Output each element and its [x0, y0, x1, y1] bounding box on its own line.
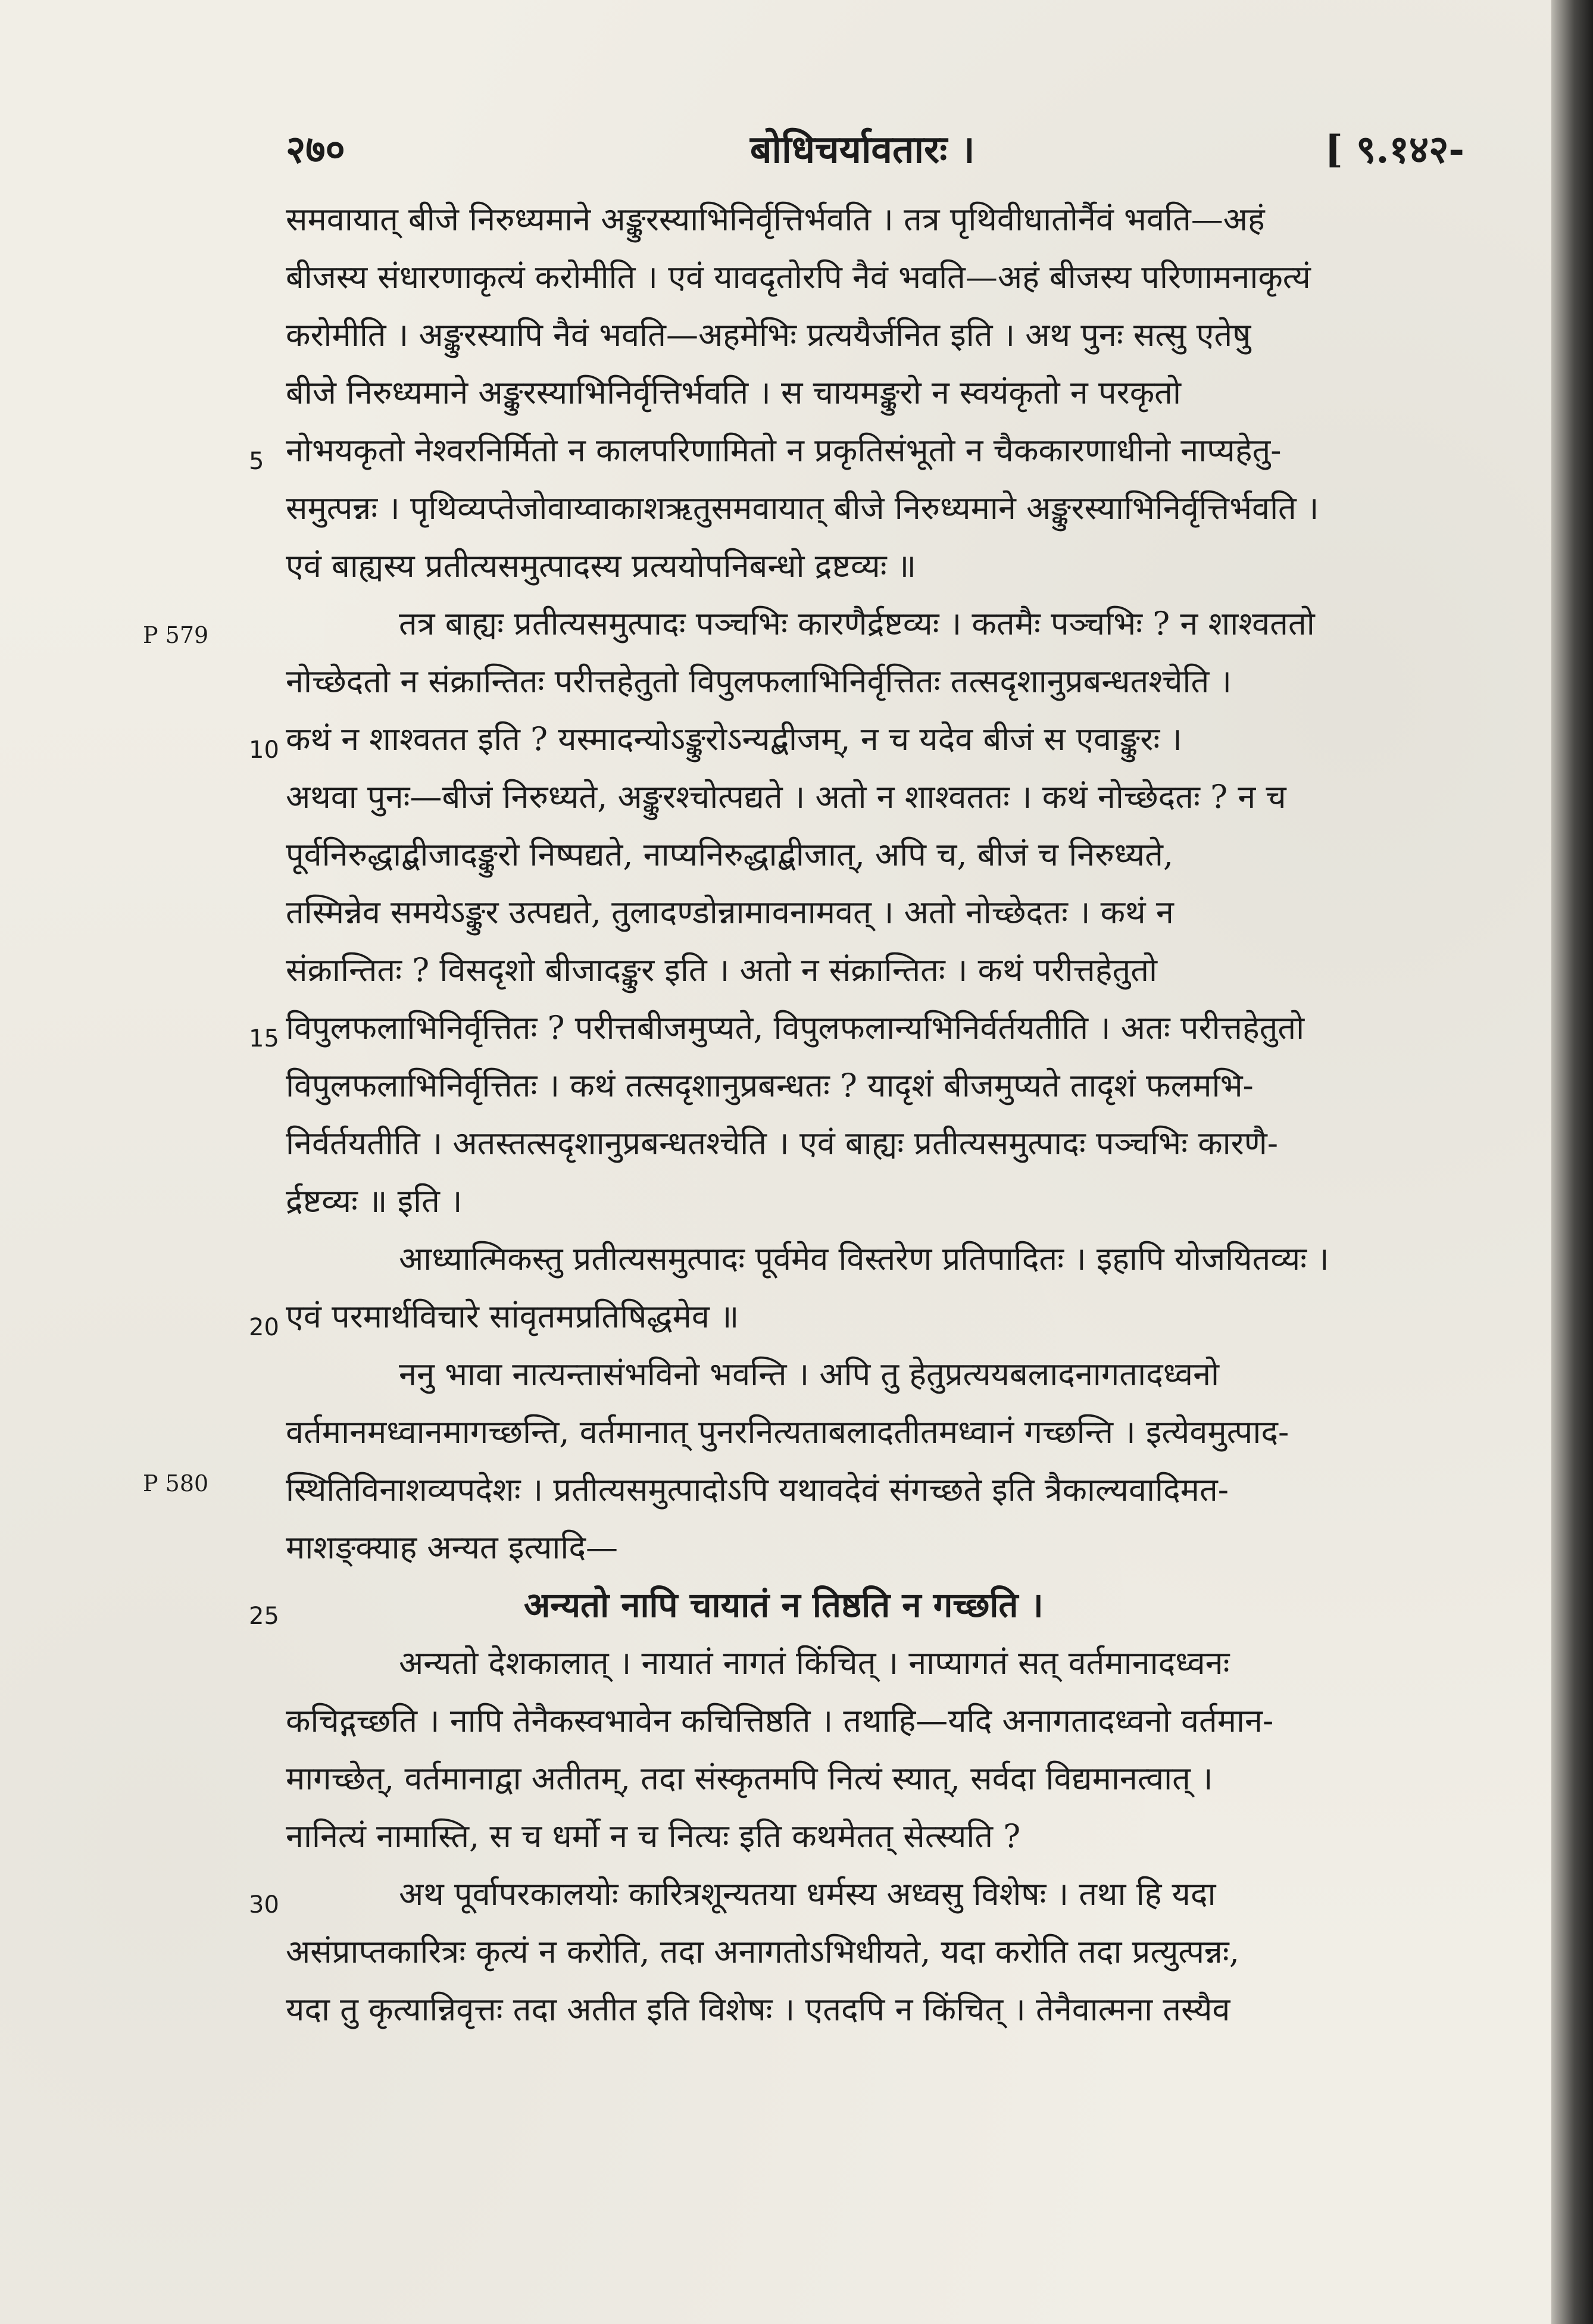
text-line: स्थितिविनाशव्यपदेशः । प्रतीत्यसमुत्पादोऽपि यथावदेवं संगच्छते इति त्रैकाल्यवादिमत-: [286, 1471, 1229, 1508]
text-line: नानित्यं नामास्ति, स च धर्मो न च नित्यः इति कथमेतत् सेत्स्यति ?: [286, 1817, 1021, 1855]
text-line: कचिद्गच्छति । नापि तेनैकस्वभावेन कचित्तिष्ठति । तथाहि—यदि अनागतादध्वनो वर्तमान-: [286, 1702, 1274, 1739]
text-line: तस्मिन्नेव समयेऽङ्कुर उत्पद्यते, तुलादण्डोन्नामावनामवत् । अतो नोच्छेदतः । कथं न: [286, 894, 1174, 931]
text-line: आध्यात्मिकस्तु प्रतीत्यसमुत्पादः पूर्वमेव विस्तरेण प्रतिपादितः । इहापि योजयितव्यः ।: [399, 1240, 1329, 1277]
text-line: विपुलफलाभिनिर्वृत्तितः । कथं तत्सदृशानुप्रबन्धतः ? यादृशं बीजमुप्यते तादृशं फलमभि-: [286, 1067, 1254, 1104]
book-binding-shadow: [1551, 0, 1593, 2324]
text-line: एवं परमार्थविचारे सांवृतमप्रतिषिद्धमेव ॥: [286, 1298, 739, 1335]
text-line: समुत्पन्नः । पृथिव्यप्तेजोवाय्वाकाशऋतुसमवायात् बीजे निरुध्यमाने अङ्कुरस्याभिनिर्वृत्तिर्भवति ।: [286, 489, 1319, 527]
text-line: र्द्रष्टव्यः ॥ इति ।: [286, 1182, 463, 1220]
text-line: माशङ्क्याह अन्यत इत्यादि—: [286, 1529, 619, 1566]
text-line: मागच्छेत्, वर्तमानाद्वा अतीतम्, तदा संस्कृतमपि नित्यं स्यात्, सर्वदा विद्यमानत्वात् ।: [286, 1760, 1213, 1797]
text-line: करोमीति । अङ्कुरस्यापि नैवं भवति—अहमेभिः प्रत्ययैर्जनित इति । अथ पुनः सत्सु एतेषु: [286, 316, 1251, 354]
text-line: बीजे निरुध्यमाने अङ्कुरस्याभिनिर्वृत्तिर्भवति । स चायमङ्कुरो न स्वयंकृतो न परकृतो: [286, 374, 1181, 411]
running-title: बोधिचर्यावतारः ।: [750, 127, 975, 172]
text-line: संक्रान्तितः ? विसदृशो बीजादङ्कुर इति । अतो न संक्रान्तितः । कथं परीत्तहेतुतो: [286, 951, 1158, 989]
verse-line: अन्यतो नापि चायातं न तिष्ठति न गच्छति ।: [524, 1585, 1044, 1625]
line-number-25: 25: [249, 1603, 279, 1630]
text-line: पूर्वनिरुद्धाद्बीजादङ्कुरो निष्पद्यते, नाप्यनिरुद्धाद्बीजात्, अपि च, बीजं च निरुध्यते,: [286, 836, 1174, 873]
text-line: अथवा पुनः—बीजं निरुध्यते, अङ्कुरश्चोत्पद्यते । अतो न शाश्वततः । कथं नोच्छेदतः ? न च: [286, 778, 1286, 816]
text-line: ननु भावा नात्यन्तासंभविनो भवन्ति । अपि तु हेतुप्रत्ययबलादनागतादध्वनो: [399, 1355, 1220, 1393]
line-number-15: 15: [249, 1025, 279, 1052]
text-line: नोच्छेदतो न संक्रान्तितः परीत्तहेतुतो विपुलफलाभिनिर्वृत्तितः तत्सदृशानुप्रबन्धतश्चेति ।: [286, 663, 1232, 700]
text-line: कथं न शाश्वतत इति ? यस्मादन्योऽङ्कुरोऽन्यद्बीजम्, न च यदेव बीजं स एवाङ्कुरः ।: [286, 720, 1182, 758]
text-line: समवायात् बीजे निरुध्यमाने अङ्कुरस्याभिनिर्वृत्तिर्भवति । तत्र पृथिवीधातोर्नैवं भवति—अहं: [286, 201, 1265, 238]
verse-reference: [ ९.१४२-: [1325, 127, 1464, 172]
line-number-5: 5: [249, 448, 264, 475]
text-line: निर्वर्तयतीति । अतस्तत्सदृशानुप्रबन्धतश्चेति । एवं बाह्यः प्रतीत्यसमुत्पादः पञ्चभिः कारणै-: [286, 1124, 1279, 1162]
text-line: नोभयकृतो नेश्वरनिर्मितो न कालपरिणामितो न प्रकृतिसंभूतो न चैककारणाधीनो नाप्यहेतु-: [286, 432, 1282, 469]
text-line: एवं बाह्यस्य प्रतीत्यसमुत्पादस्य प्रत्ययोपनिबन्धो द्रष्टव्यः ॥: [286, 547, 917, 585]
margin-ref-p580: P 580: [143, 1470, 209, 1497]
line-number-10: 10: [249, 736, 279, 764]
page-header: [286, 122, 1464, 176]
text-line: अथ पूर्वापरकालयोः कारित्रशून्यतया धर्मस्य अध्वसु विशेषः । तथा हि यदा: [399, 1875, 1216, 1913]
commentary-text: [286, 190, 1441, 2038]
text-line: वर्तमानमध्वानमागच्छन्ति, वर्तमानात् पुनरनित्यताबलादतीतमध्वानं गच्छन्ति । इत्येवमुत्पाद-: [286, 1413, 1289, 1451]
text-line: यदा तु कृत्यान्निवृत्तः तदा अतीत इति विशेषः । एतदपि न किंचित् । तेनैवात्मना तस्यैव: [286, 1991, 1230, 2028]
text-line: अन्यतो देशकालात् । नायातं नागतं किंचित् । नाप्यागतं सत् वर्तमानादध्वनः: [399, 1644, 1230, 1682]
page-number: २७०: [286, 127, 345, 172]
text-line: तत्र बाह्यः प्रतीत्यसमुत्पादः पञ्चभिः कारणैर्द्रष्टव्यः । कतमैः पञ्चभिः ? न शाश्वततो: [399, 605, 1315, 642]
margin-ref-p579: P 579: [143, 622, 209, 648]
text-line: बीजस्य संधारणाकृत्यं करोमीति । एवं यावदृतोरपि नैवं भवति—अहं बीजस्य परिणामनाकृत्यं: [286, 258, 1311, 296]
line-number-20: 20: [249, 1314, 279, 1341]
text-line: असंप्राप्तकारित्रः कृत्यं न करोति, तदा अनागतोऽभिधीयते, यदा करोति तदा प्रत्युत्पन्नः,: [286, 1933, 1239, 1970]
text-line: विपुलफलाभिनिर्वृत्तितः ? परीत्तबीजमुप्यते, विपुलफलान्यभिनिर्वर्तयतीति । अतः परीत्तहेतुतो: [286, 1009, 1305, 1047]
line-number-30: 30: [249, 1891, 279, 1919]
